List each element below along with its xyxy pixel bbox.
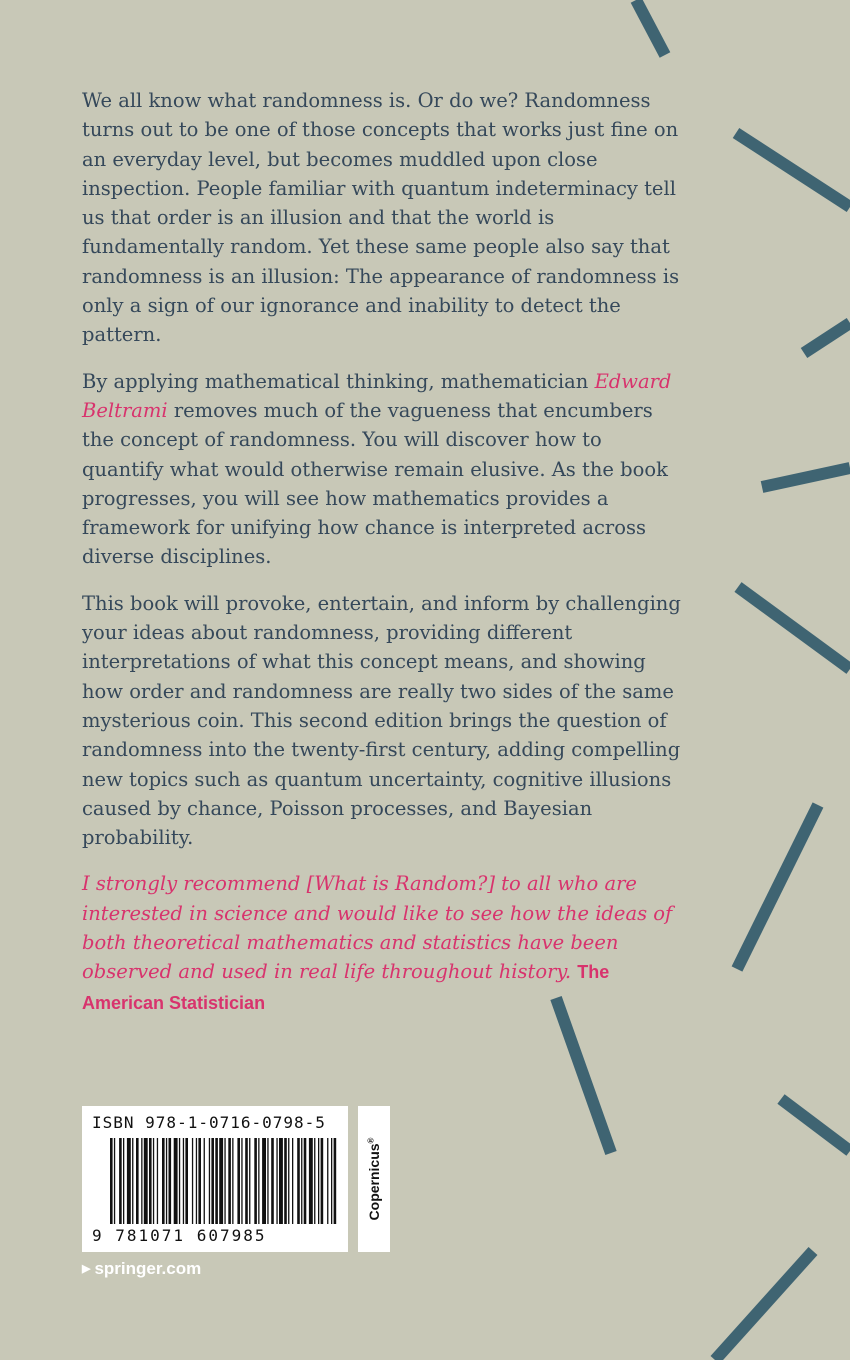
barcode-bar (209, 1138, 210, 1224)
publisher-website[interactable] (82, 1259, 201, 1279)
barcode-bar (284, 1138, 287, 1224)
barcode-bar (153, 1138, 154, 1224)
barcode-bar (301, 1138, 302, 1224)
barcode-bar (331, 1138, 332, 1224)
paragraph-2-intro: By applying mathematical thinking, mathematician (82, 369, 595, 393)
barcode-bar (162, 1138, 165, 1224)
barcode-bar (314, 1138, 315, 1224)
barcode-bar (114, 1138, 115, 1224)
barcode-bar (292, 1138, 293, 1224)
barcode-bar (119, 1138, 122, 1224)
barcode-bar (318, 1138, 319, 1224)
barcode-bar (262, 1138, 266, 1224)
barcode-bar (334, 1138, 337, 1224)
barcode-bar (141, 1138, 142, 1224)
barcode-bar (232, 1138, 233, 1224)
author-name: Edward Beltrami (82, 369, 672, 422)
dash-1 (636, 0, 665, 55)
isbn-label: ISBN 978-1-0716-0798-5 (92, 1113, 326, 1132)
barcode-bar (267, 1138, 268, 1224)
publisher-name: Copernicus (366, 1143, 382, 1221)
barcode-bar (309, 1138, 313, 1224)
barcode-bar (258, 1138, 259, 1224)
barcode-bars (110, 1138, 338, 1224)
barcode-bar (196, 1138, 197, 1224)
barcode-bar (237, 1138, 240, 1224)
isbn-barcode (82, 1106, 348, 1252)
dash-4 (762, 468, 850, 487)
barcode-bar (169, 1138, 172, 1224)
barcode-bar (127, 1138, 131, 1224)
barcode-bar (241, 1138, 242, 1224)
dash-3 (804, 323, 850, 353)
dash-5 (738, 587, 850, 669)
barcode-bar (215, 1138, 218, 1224)
triangle-right-icon: ▶ (82, 1263, 91, 1275)
blurb (82, 86, 682, 1035)
publisher-logo (366, 1138, 382, 1221)
barcode-bar (228, 1138, 231, 1224)
barcode-bar (179, 1138, 180, 1224)
barcode-bar (279, 1138, 283, 1224)
barcode-bar (204, 1138, 205, 1224)
barcode-bar (183, 1138, 184, 1224)
barcode-bar (327, 1138, 328, 1224)
barcode-bar (249, 1138, 250, 1224)
dash-8 (781, 1099, 850, 1151)
dash-2 (736, 133, 850, 207)
barcode-bar (211, 1138, 214, 1224)
barcode-bar (166, 1138, 167, 1224)
barcode-bar (297, 1138, 300, 1224)
barcode-bar (276, 1138, 277, 1224)
publisher-logo-panel (358, 1106, 390, 1252)
barcode-bar (219, 1138, 223, 1224)
barcode-bar (157, 1138, 158, 1224)
barcode-bar (192, 1138, 193, 1224)
barcode-bar (110, 1138, 113, 1224)
barcode-bar (132, 1138, 133, 1224)
paragraph-2-body: removes much of the vagueness that encumbers the concept of randomness. You will discover how to quantify what would otherwise remain elusive. As the book progresses, you will see how mathematics provides a framework for unifying how chance is interpreted across diverse disciplines. (82, 398, 668, 569)
registered-mark: ® (366, 1137, 376, 1144)
barcode-bar (271, 1138, 274, 1224)
quote-source: The American Statistician (82, 962, 610, 1013)
barcode-bar (123, 1138, 124, 1224)
website-url: springer.com (94, 1259, 202, 1278)
dash-6 (737, 805, 818, 969)
barcode-bar (144, 1138, 148, 1224)
barcode-bar (174, 1138, 178, 1224)
barcode-bar (304, 1138, 307, 1224)
barcode-bar (136, 1138, 139, 1224)
barcode-digits: 9 781071 607985 (92, 1226, 267, 1245)
barcode-bar (245, 1138, 248, 1224)
review-quote (82, 869, 682, 1017)
barcode-bar (321, 1138, 324, 1224)
barcode-bar (254, 1138, 257, 1224)
barcode-bar (149, 1138, 152, 1224)
barcode-bar (224, 1138, 225, 1224)
blurb-paragraph-3: This book will provoke, entertain, and inform by challenging your ideas about randomness, providing different interpretations of what this concept means, and showing how order and randomness are really two sides of the same mysterious coin. This second edition brings the question of randomness into the twenty-first century, adding compelling new topics such as quantum uncertainty, cognitive illusions caused by chance, Poisson processes, and Bayesian probability. (82, 591, 681, 850)
barcode-bar (185, 1138, 188, 1224)
blurb-paragraph-2 (82, 367, 682, 572)
barcode-bar (288, 1138, 289, 1224)
dash-9 (715, 1251, 813, 1360)
quote-text: I strongly recommend [What is Random?] to all who are interested in science and would like to see how the ideas of both theoretical mathematics and statistics have been observed and used in real life throughout history. (82, 872, 673, 984)
barcode-bar (198, 1138, 201, 1224)
blurb-paragraph-1: We all know what randomness is. Or do we? Randomness turns out to be one of those concepts that works just fine on an everyday level, but becomes muddled upon close inspection. People familiar with quantum indeterminacy tell us that order is an illusion and that the world is fundamentally random. Yet these same people also say that randomness is an illusion: The appearance of randomness is only a sign of our ignorance and inability to detect the pattern. (82, 89, 680, 347)
